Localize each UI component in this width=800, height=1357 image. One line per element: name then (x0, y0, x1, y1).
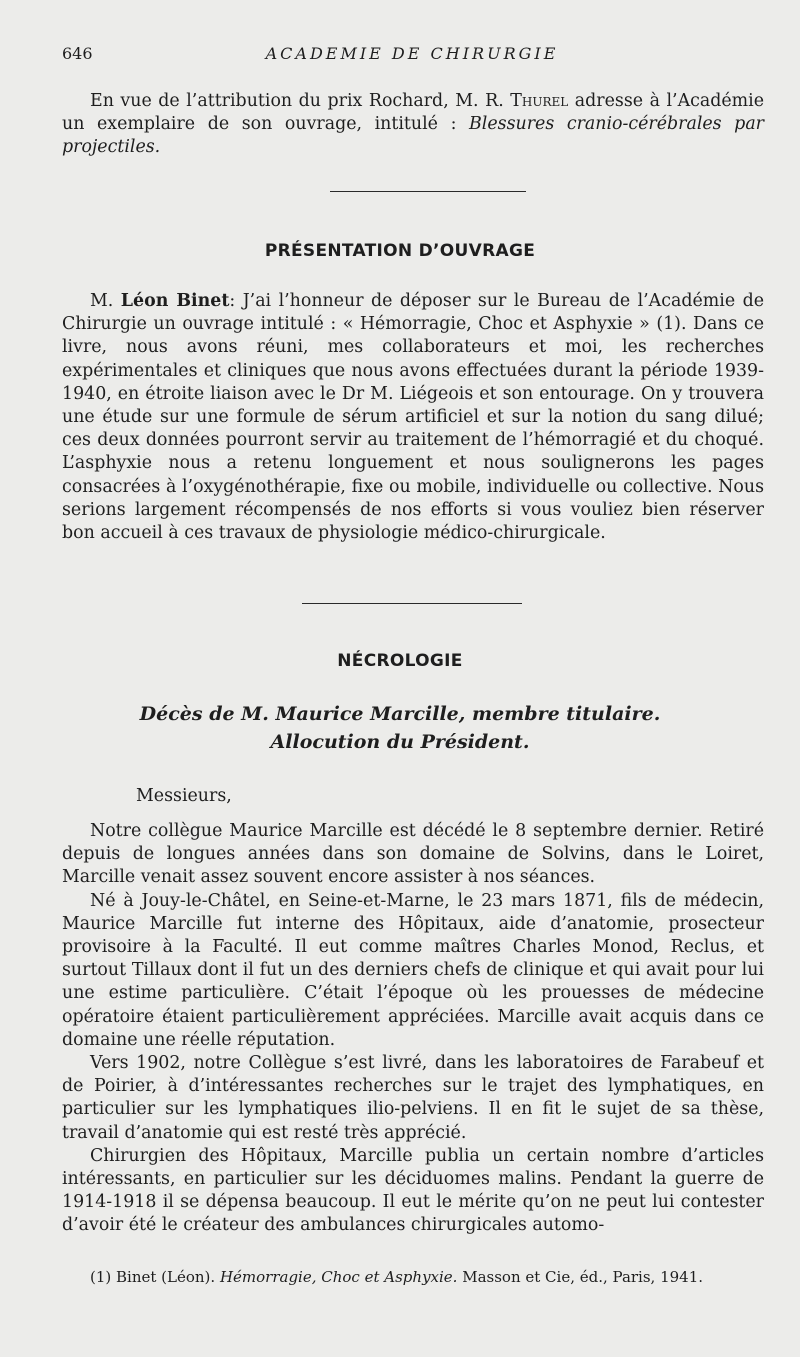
intro-author: Thurel (510, 91, 569, 111)
salutation: Messieurs, (136, 786, 232, 806)
obituary-paragraph: Chirurgien des Hôpitaux, Marcille publia un certain nombre d’articles intéressants, en particulier sur les déciduomes malins. Pendant la guerre de 1914-1918 il se dépensa beaucoup. Il eut le mérite qu’on ne peut lui contester d’avoir été le créateur des ambulances chirurgicales automo- (62, 1145, 764, 1236)
necrologie-heading: NÉCROLOGIE (337, 651, 463, 671)
running-title: ACADEMIE DE CHIRURGIE (265, 44, 559, 63)
presentation-body: : J’ai l’honneur de déposer sur le Bureau de l’Académie de Chirurgie un ouvrage intitulé : « Hémorragie, Choc et Asphyxie » (1). Dans ce livre, nous avons réuni, mes collaborateurs et moi, les recherches expérimentales et cliniques que nous avons effectuées durant la période 1939-1940, en étroite liaison avec le Dr M. Liégeois et son entourage. On y trouvera une étude sur une formule de sérum artificiel et sur la notion du sang dilué; ces deux données pourront servir au traitement de l’hémorragié et du choqué. L’asphyxie nous a retenu longuement et nous soulignerons les pages consacrées à l’oxygénothérapie, fixe ou mobile, individuelle ou collective. Nous serions largement récompensés de nos efforts si vous vouliez bien réserver bon accueil à ces travaux de physiologie médico-chirurgicale. (62, 291, 764, 544)
section-divider (330, 191, 526, 192)
obituary-paragraph: Notre collègue Maurice Marcille est décédé le 8 septembre dernier. Retiré depuis de longues années dans son domaine de Solvins, dans le Loiret, Marcille venait assez souvent encore assister à nos séances. (62, 821, 764, 888)
page-header (62, 44, 762, 70)
obituary-body (62, 820, 764, 1238)
intro-book-title: Blessures cranio-cérébrales par projectiles. (62, 114, 764, 158)
footnote-title: Hémorragie, Choc et Asphyxie. (219, 1268, 458, 1286)
intro-text-1: En vue de l’attribution du prix Rochard, M. R. (90, 91, 511, 111)
speaker-prefix: M. (90, 291, 121, 311)
speaker-name: Léon Binet (120, 291, 230, 311)
obituary-paragraph: Né à Jouy-le-Châtel, en Seine-et-Marne, le 23 mars 1871, fils de médecin, Maurice Marcille fut interne des Hôpitaux, aide d’anatomie, prosecteur provisoire à la Faculté. Il eut comme maîtres Charles Monod, Reclus, et surtout Tillaux dont il fut un des derniers chefs de clinique et qui avait pour lui une estime particulière. C’était l’époque où les prouesses de médecine opératoire étaient particulièrement appréciées. Marcille avait acquis dans ce domaine une réelle réputation. (62, 890, 764, 1050)
footnote-text-2: Masson et Cie, éd., Paris, 1941. (457, 1268, 704, 1286)
page-number: 646 (62, 44, 93, 63)
presentation-paragraph (62, 290, 764, 545)
obituary-paragraph: Vers 1902, notre Collègue s’est livré, dans les laboratoires de Farabeuf et de Poirier, à d’intéressantes recherches sur le trajet des lymphatiques, en particulier sur les lymphatiques ilio-pelviens. Il en fit le sujet de sa thèse, travail d’anatomie qui est resté très apprécié. (62, 1053, 764, 1143)
section-divider (302, 603, 522, 604)
footnote-text-1: (1) Binet (Léon). (90, 1268, 220, 1286)
intro-paragraph (62, 90, 764, 160)
footnote (90, 1267, 762, 1287)
allocution-subtitle: Allocution du Président. (270, 731, 530, 753)
intro-text-2: adresse à l’Académie un exemplaire de son ouvrage, intitulé : (62, 91, 765, 135)
obituary-subtitle: Décès de M. Maurice Marcille, membre titulaire. (139, 703, 661, 725)
presentation-heading: PRÉSENTATION D’OUVRAGE (264, 241, 536, 261)
